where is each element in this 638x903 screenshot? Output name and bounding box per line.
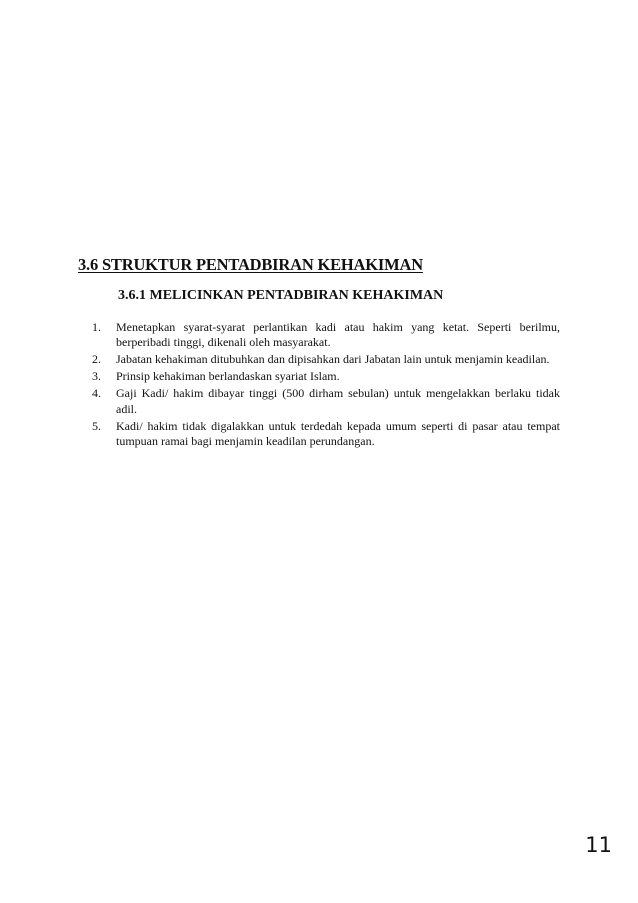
list-item-number: 3. [92,369,101,384]
subsection-heading: 3.6.1 MELICINKAN PENTADBIRAN KEHAKIMAN [118,288,444,303]
list-item [92,369,560,384]
list-item [92,320,560,351]
list-item-text: Menetapkan syarat-syarat perlantikan kadi atau hakim yang ketat. Seperti berilmu, berperibadi tinggi, dikenali oleh masyarakat. [116,320,560,350]
list-item [92,419,560,450]
list-item-number: 5. [92,418,101,433]
list-item [92,386,560,417]
list-item-number: 1. [92,320,101,334]
section-heading: 3.6 STRUKTUR PENTADBIRAN KEHAKIMAN [78,255,423,274]
list-item-number: 4. [92,386,101,401]
list-item-text: Jabatan kehakiman ditubuhkan dan dipisahkan dari Jabatan lain untuk menjamin keadilan. [116,352,550,367]
list-item-number: 2. [92,352,101,367]
numbered-list [92,320,560,451]
list-item [92,352,560,367]
page-number: 11 [585,833,612,857]
list-item-text: Prinsip kehakiman berlandaskan syariat Islam. [116,369,340,384]
list-item-text: Gaji Kadi/ hakim dibayar tinggi (500 dirham sebulan) untuk mengelakkan berlaku tidak adil. [116,386,560,416]
list-item-text: Kadi/ hakim tidak digalakkan untuk terdedah kepada umum seperti di pasar atau tempat tumpuan ramai bagi menjamin keadilan perundangan. [116,418,560,449]
